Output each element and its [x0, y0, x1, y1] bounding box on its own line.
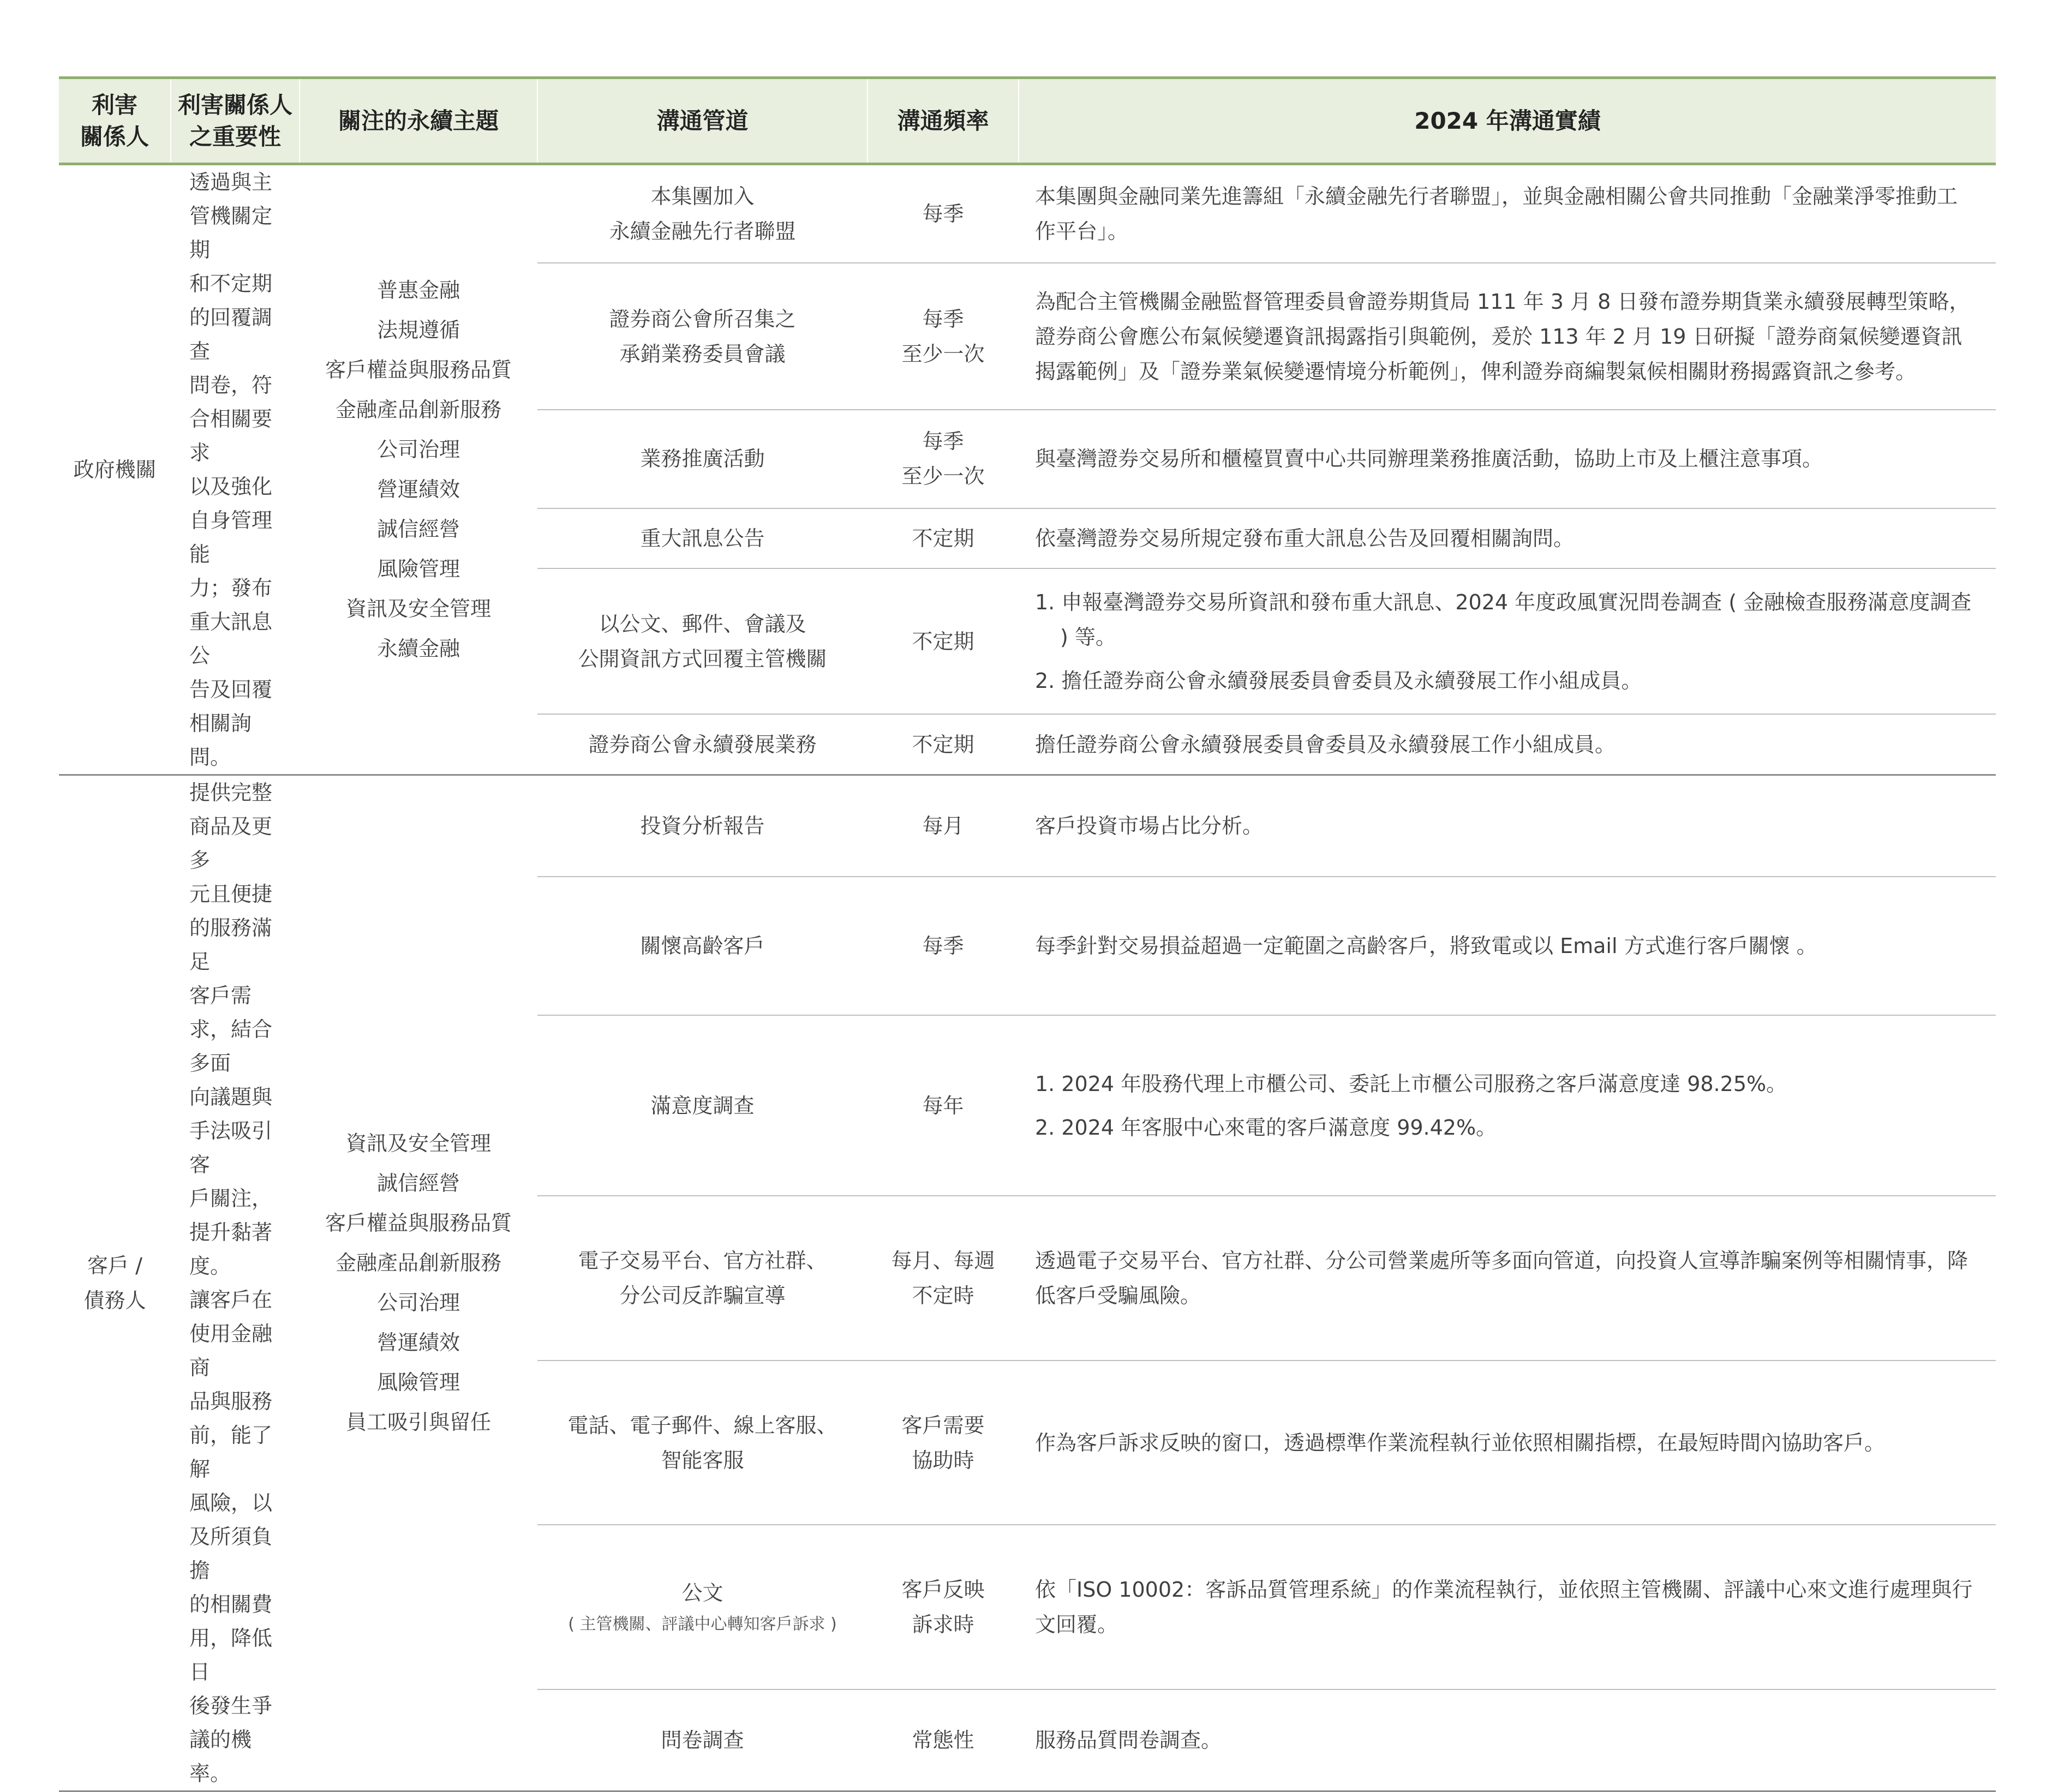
header-channel: 溝通管道	[537, 78, 868, 164]
achievement-text: 依「ISO 10002：客訴品質管理系統」的作業流程執行，並依照主管機關、評議中心來文進行處理與行文回覆。	[1035, 1578, 1973, 1637]
channel-cell	[537, 568, 868, 714]
channel-cell	[537, 1015, 868, 1196]
channel-cell	[537, 1525, 868, 1689]
channel-text: 本集團加入 永續金融先行者聯盟	[609, 184, 796, 244]
frequency-cell: 每季	[868, 877, 1019, 1015]
channel-cell	[537, 714, 868, 775]
list-item: 1. 2024 年股務代理上市櫃公司、委託上市櫃公司服務之客戶滿意度達 98.25%。	[1035, 1071, 1787, 1096]
achievement-text: 為配合主管機關金融監督管理委員會證券期貨局 111 年 3 月 8 日發布證券期貨業永續發展轉型策略，證券商公會應公布氣候變遷資訊揭露指引與範例，爰於 113 年 2 月 19 日研擬「證券商氣候變遷資訊揭露範例」及「證券業氣候變遷情境分析範例」，俾利證券商編製氣候相關財務揭露資訊之參考。	[1035, 289, 1970, 383]
list-item: 1. 申報臺灣證券交易所資訊和發布重大訊息、2024 年度政風實況問卷調查 ( 金融檢查服務滿意度調查 ) 等。	[1035, 590, 1972, 649]
channel-text: 證券商公會所召集之 承銷業務委員會議	[609, 307, 796, 366]
achievement-cell	[1019, 1525, 1996, 1689]
achievement-cell	[1019, 714, 1996, 775]
achievement-cell	[1019, 263, 1996, 410]
frequency-cell: 常態性	[868, 1689, 1019, 1791]
channel-text: 證券商公會永續發展業務	[588, 732, 817, 757]
table-header-row	[59, 78, 1996, 164]
frequency-cell: 客戶反映 訴求時	[868, 1525, 1019, 1689]
achievement-text: 服務品質問卷調查。	[1035, 1728, 1222, 1753]
stakeholder-cell: 政府機關	[59, 164, 171, 775]
header-frequency: 溝通頻率	[868, 78, 1019, 164]
header-topics: 關注的永續主題	[300, 78, 537, 164]
frequency-cell: 每季 至少一次	[868, 263, 1019, 410]
channel-text: 滿意度調查	[650, 1093, 755, 1118]
channel-cell	[537, 1361, 868, 1525]
channel-text: 電話、電子郵件、線上客服、 智能客服	[567, 1413, 837, 1472]
channel-text: 公文	[681, 1581, 723, 1605]
achievement-text: 作為客戶訴求反映的窗口，透過標準作業流程執行並依照相關指標，在最短時間內協助客戶。	[1035, 1430, 1886, 1455]
achievement-text: 客戶投資市場占比分析。	[1035, 813, 1264, 838]
frequency-cell: 不定期	[868, 714, 1019, 775]
achievement-text: 每季針對交易損益超過一定範圍之高齡客戶，將致電或以 Email 方式進行客戶關懷 。	[1035, 934, 1817, 958]
header-importance: 利害關係人之重要性	[171, 78, 300, 164]
frequency-cell: 不定期	[868, 568, 1019, 714]
channel-text: 業務推廣活動	[640, 447, 765, 471]
channel-text: 問卷調查	[661, 1728, 744, 1753]
achievement-cell	[1019, 877, 1996, 1015]
frequency-cell: 不定期	[868, 508, 1019, 569]
table-row	[59, 775, 1996, 877]
frequency-cell: 每月、每週 不定時	[868, 1196, 1019, 1361]
achievement-text: 本集團與金融同業先進籌組「永續金融先行者聯盟」，並與金融相關公會共同推動「金融業淨零推動工作平台」。	[1035, 184, 1958, 244]
channel-note: ( 主管機關、評議中心轉知客戶訴求 )	[568, 1615, 837, 1634]
achievement-text: 透過電子交易平台、官方社群、分公司營業處所等多面向管道，向投資人宣導詐騙案例等相關情事，降低客戶受騙風險。	[1035, 1248, 1969, 1308]
achievement-list	[1035, 1066, 1976, 1145]
achievement-cell	[1019, 1015, 1996, 1196]
topics-cell: 普惠金融 法規遵循 客戶權益與服務品質 金融產品創新服務 公司治理 營運績效 誠信經營 風險管理 資訊及安全管理 永續金融	[300, 164, 537, 775]
stakeholder-cell: 客戶 / 債務人	[59, 775, 171, 1791]
frequency-cell: 每季	[868, 164, 1019, 263]
achievement-cell	[1019, 775, 1996, 877]
channel-cell	[537, 164, 868, 263]
importance-cell: 提供完整商品及更多 元且便捷的服務滿足 客戶需求，結合多面 向議題與手法吸引客 戶關注，提升黏著度。 讓客戶在使用金融商 品與服務前，能了解 風險，以及所須負擔 的相關費用，降低日 後發生爭議的機率。	[171, 775, 300, 1791]
channel-cell	[537, 775, 868, 877]
importance-cell: 透過與主管機關定期 和不定期的回覆調查 問卷，符合相關要求 以及強化自身管理能 力；發布重大訊息公 告及回覆相關詢問。	[171, 164, 300, 775]
frequency-cell: 客戶需要 協助時	[868, 1361, 1019, 1525]
channel-cell	[537, 1689, 868, 1791]
header-achievements: 2024 年溝通實績	[1019, 78, 1996, 164]
achievement-text: 依臺灣證券交易所規定發布重大訊息公告及回覆相關詢問。	[1035, 526, 1575, 550]
achievement-cell	[1019, 508, 1996, 569]
channel-cell	[537, 263, 868, 410]
achievement-cell	[1019, 164, 1996, 263]
channel-text: 以公文、郵件、會議及 公開資訊方式回覆主管機關	[578, 612, 827, 671]
channel-cell	[537, 1196, 868, 1361]
achievement-list	[1035, 585, 1976, 698]
channel-text: 投資分析報告	[640, 813, 765, 838]
achievement-cell	[1019, 568, 1996, 714]
header-stakeholder: 利害 關係人	[59, 78, 171, 164]
table-row	[59, 164, 1996, 263]
list-item: 2. 擔任證券商公會永續發展委員會委員及永續發展工作小組成員。	[1035, 668, 1642, 693]
frequency-cell: 每季 至少一次	[868, 410, 1019, 508]
achievement-cell	[1019, 1361, 1996, 1525]
achievement-text: 與臺灣證券交易所和櫃檯買賣中心共同辦理業務推廣活動，協助上市及上櫃注意事項。	[1035, 447, 1823, 471]
table-body	[59, 164, 1996, 1791]
achievement-text: 擔任證券商公會永續發展委員會委員及永續發展工作小組成員。	[1035, 732, 1616, 757]
frequency-cell: 每年	[868, 1015, 1019, 1196]
achievement-cell	[1019, 410, 1996, 508]
channel-text: 電子交易平台、官方社群、 分公司反詐騙宣導	[578, 1248, 827, 1308]
channel-cell	[537, 410, 868, 508]
channel-cell	[537, 877, 868, 1015]
achievement-cell	[1019, 1196, 1996, 1361]
frequency-cell: 每月	[868, 775, 1019, 877]
topics-cell: 資訊及安全管理 誠信經營 客戶權益與服務品質 金融產品創新服務 公司治理 營運績效 風險管理 員工吸引與留任	[300, 775, 537, 1791]
list-item: 2. 2024 年客服中心來電的客戶滿意度 99.42%。	[1035, 1115, 1497, 1140]
channel-text: 重大訊息公告	[640, 526, 765, 550]
stakeholder-communication-table	[59, 76, 1996, 1792]
channel-cell	[537, 508, 868, 569]
achievement-cell	[1019, 1689, 1996, 1791]
channel-text: 關懷高齡客戶	[640, 934, 765, 958]
